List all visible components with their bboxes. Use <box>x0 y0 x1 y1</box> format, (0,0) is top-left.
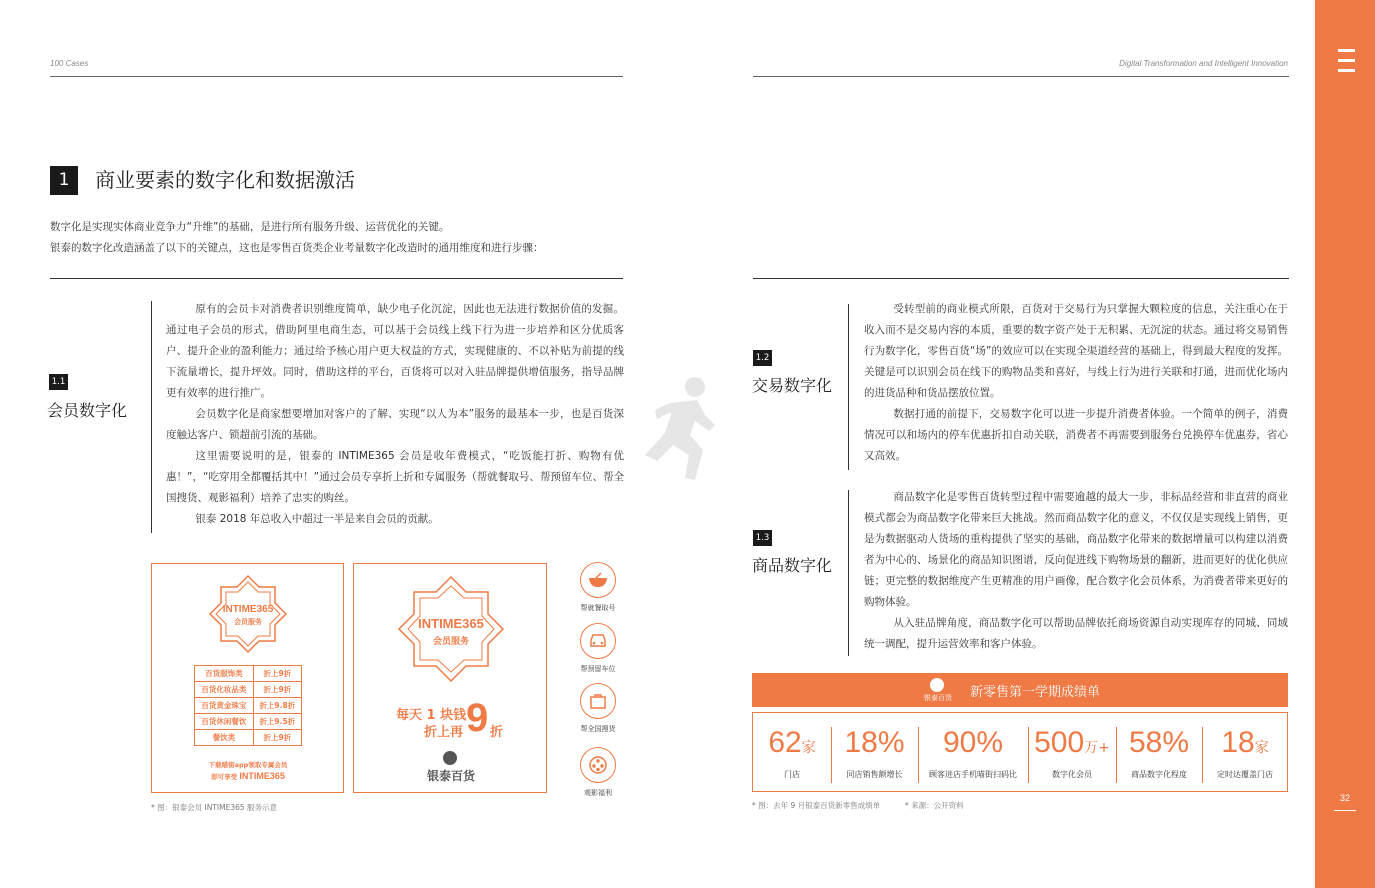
member-paragraph: 银泰 2018 年总收入中超过一半是来自会员的贡献。 <box>195 513 439 525</box>
caption-right: * 图：去年 9 月银泰百货新零售成绩单 <box>752 801 881 810</box>
product-paragraph: 商品数字化是零售百货转型过程中需要逾越的最大一步，非标品经营和非直营的商业模式都会为商品数字化带来巨大挑战。然而商品数字化的意义，不仅仅是实现线上销售，更是为数据驱动人货场的重构提供了坚实的基础，商品数字化带来的数据增量可以构建以消费者为中心的、场景化的商品知识图谱，反向促进线下购物场景的翻新，进而更好的优化供应链；更完整的数据维度产生更精准的用户画像，配合数字化会员体系，为消费者带来更好的购物体验。 <box>864 491 1288 608</box>
kpi-panel <box>752 712 1288 792</box>
badge-title-right: INTIME365 <box>418 616 484 631</box>
intime-logo-icon <box>443 751 457 765</box>
table-row: 餐饮类 折上9折 <box>195 730 302 746</box>
subsection-number-trade: 1.2 <box>753 350 772 366</box>
badge-sub-left: 会员服务 <box>234 618 262 626</box>
subsection-number-product: 1.3 <box>753 530 772 546</box>
trade-body <box>864 299 1288 467</box>
member-paragraph: 会员数字化是商家想要增加对客户的了解、实现“以人为本”服务的最基本一步，也是百货深度触达客户、锁超前引流的基础。 <box>166 408 624 441</box>
kpi-header-bar <box>752 673 1288 707</box>
badge-title-left: INTIME365 <box>222 604 274 615</box>
member-card-right <box>353 563 547 793</box>
subsection-number-member: 1.1 <box>49 374 68 390</box>
service-label: 帮预留车位 <box>580 665 616 673</box>
badge-sub-right: 会员服务 <box>432 637 469 647</box>
kpi-logo-text: 银泰百货 <box>924 694 952 702</box>
kpi-item: 90% 顾客进店手机喵街扫码比 <box>929 726 1017 779</box>
page-number: 32 <box>1339 793 1350 803</box>
source-right: * 来源：公开资料 <box>905 801 964 810</box>
brand-name: 银泰百货 <box>426 769 475 783</box>
header-rule-left <box>50 76 623 77</box>
page-number-rule <box>1334 810 1356 811</box>
kpi-item: 62家 门店 <box>768 726 816 779</box>
slogan-line1: 每天 1 块钱 <box>396 708 467 723</box>
intro-line-2: 银泰的数字化改造涵盖了以下的关键点，这也是零售百货类企业考量数字化改造时的通用维度和进行步骤： <box>50 242 544 254</box>
runner-silhouette-icon <box>635 375 720 485</box>
product-divider <box>848 490 849 656</box>
trade-paragraph: 数据打通的前提下，交易数字化可以进一步提升消费者体验。一个简单的例子，消费情况可以和场内的停车优惠折扣自动关联，消费者不再需要到服务台兑换停车优惠券，省心又高效。 <box>864 408 1288 462</box>
running-header-right: Digital Transformation and Intelligent Innovation <box>1119 59 1288 68</box>
discount-table <box>194 665 302 746</box>
trade-divider <box>848 304 849 470</box>
product-paragraph: 从入驻品牌角度，商品数字化可以帮助品牌依托商场资源自动实现库存的同城、同域统一调配，提升运营效率和客户体验。 <box>864 617 1288 650</box>
service-item <box>580 623 616 659</box>
table-row: 百货化妆品类 折上9折 <box>195 682 302 698</box>
kpi-item: 58% 商品数字化程度 <box>1128 726 1190 779</box>
caption-left: * 图：银泰会员 INTIME365 服务示意 <box>151 803 278 812</box>
bowl-icon <box>580 562 616 598</box>
table-row: 百货休闲餐饮 折上9.5折 <box>195 714 302 730</box>
section-rule-left <box>50 278 623 279</box>
kpi-item: 18% 同店销售额增长 <box>844 726 905 779</box>
table-row: 百货服饰类 折上9折 <box>195 666 302 682</box>
card-footer-line2: 即可享受 INTIME365 <box>211 771 285 781</box>
service-item <box>580 562 616 598</box>
menu-icon[interactable] <box>1338 49 1355 72</box>
service-item <box>580 683 616 719</box>
film-icon <box>580 747 616 783</box>
header-rule-right <box>753 76 1289 77</box>
service-label: 观影福利 <box>584 789 612 797</box>
member-paragraph: 这里需要说明的是，银泰的 INTIME365 会员是收年费模式，“吃饭能打折、购物有优惠！”，“吃穿用全都覆括其中！”通过会员专享折上折和专属服务（帮就餐取号、帮预留车位、帮全国搜货、观影福利）培养了忠实的购丝。 <box>166 450 624 504</box>
service-item <box>580 747 616 783</box>
kpi-item: 18家 定时达覆盖门店 <box>1217 726 1273 779</box>
subsection-title-trade: 交易数字化 <box>752 376 833 395</box>
product-body <box>864 487 1288 655</box>
section-number: 1 <box>50 166 78 195</box>
orange-sidebar <box>1315 0 1375 888</box>
subsection-title-member: 会员数字化 <box>47 401 128 420</box>
service-label: 帮就餐取号 <box>580 604 616 612</box>
kpi-item: 500万+ 数字化会员 <box>1034 726 1110 779</box>
member-divider <box>151 301 152 533</box>
card-footer-line1: 下载喵街app领取专属会员 <box>208 761 288 769</box>
service-label: 帮全国搜货 <box>580 725 616 733</box>
bag-icon <box>580 683 616 719</box>
big-discount-number: 9 <box>466 696 489 740</box>
member-body <box>166 299 624 530</box>
kpi-title: 新零售第一学期成绩单 <box>970 685 1101 700</box>
table-row: 百货黄金珠宝 折上9.8折 <box>195 698 302 714</box>
member-card-left <box>151 563 344 793</box>
intro-line-1: 数字化是实现实体商业竞争力“升维”的基础，是进行所有服务升级、运营优化的关键。 <box>50 221 450 233</box>
section-rule-right <box>753 278 1289 279</box>
slogan-line2: 折上再 <box>424 725 464 740</box>
trade-paragraph: 受转型前的商业模式所限，百货对于交易行为只掌握大颗粒度的信息，关注重心在于收入而不是交易内容的本质，重要的数字资产处于无积累、无沉淀的状态。通过将交易销售行为数字化，零售百货“场”的效应可以在实现全渠道经营的基础上，得到最大程度的发挥。关键是可以识别会员在线下的购物品类和喜好，与线上行为进行关联和打通，进而优化场内的进货品种和货品摆放位置。 <box>864 303 1288 399</box>
section-intro <box>50 217 544 259</box>
intime-logo-icon <box>930 678 944 692</box>
car-icon <box>580 623 616 659</box>
member-paragraph: 原有的会员卡对消费者识别维度简单，缺少电子化沉淀，因此也无法进行数据价值的发掘。通过电子会员的形式，借助阿里电商生态，可以基于会员线上线下行为进一步培养和区分优质客户、提升企业的盈利能力；通过给予核心用户更大权益的方式，实现健康的、不以补贴为前提的线下流量增长，提升坪效。同时，借助这样的平台，百货将可以对入驻品牌提供增值服务，指导品牌更有效率的进行推广。 <box>166 303 624 399</box>
discount-suffix: 折 <box>490 725 504 740</box>
section-title: 商业要素的数字化和数据激活 <box>95 168 355 192</box>
running-header-left: 100 Cases <box>50 59 89 68</box>
subsection-title-product: 商品数字化 <box>752 556 833 575</box>
